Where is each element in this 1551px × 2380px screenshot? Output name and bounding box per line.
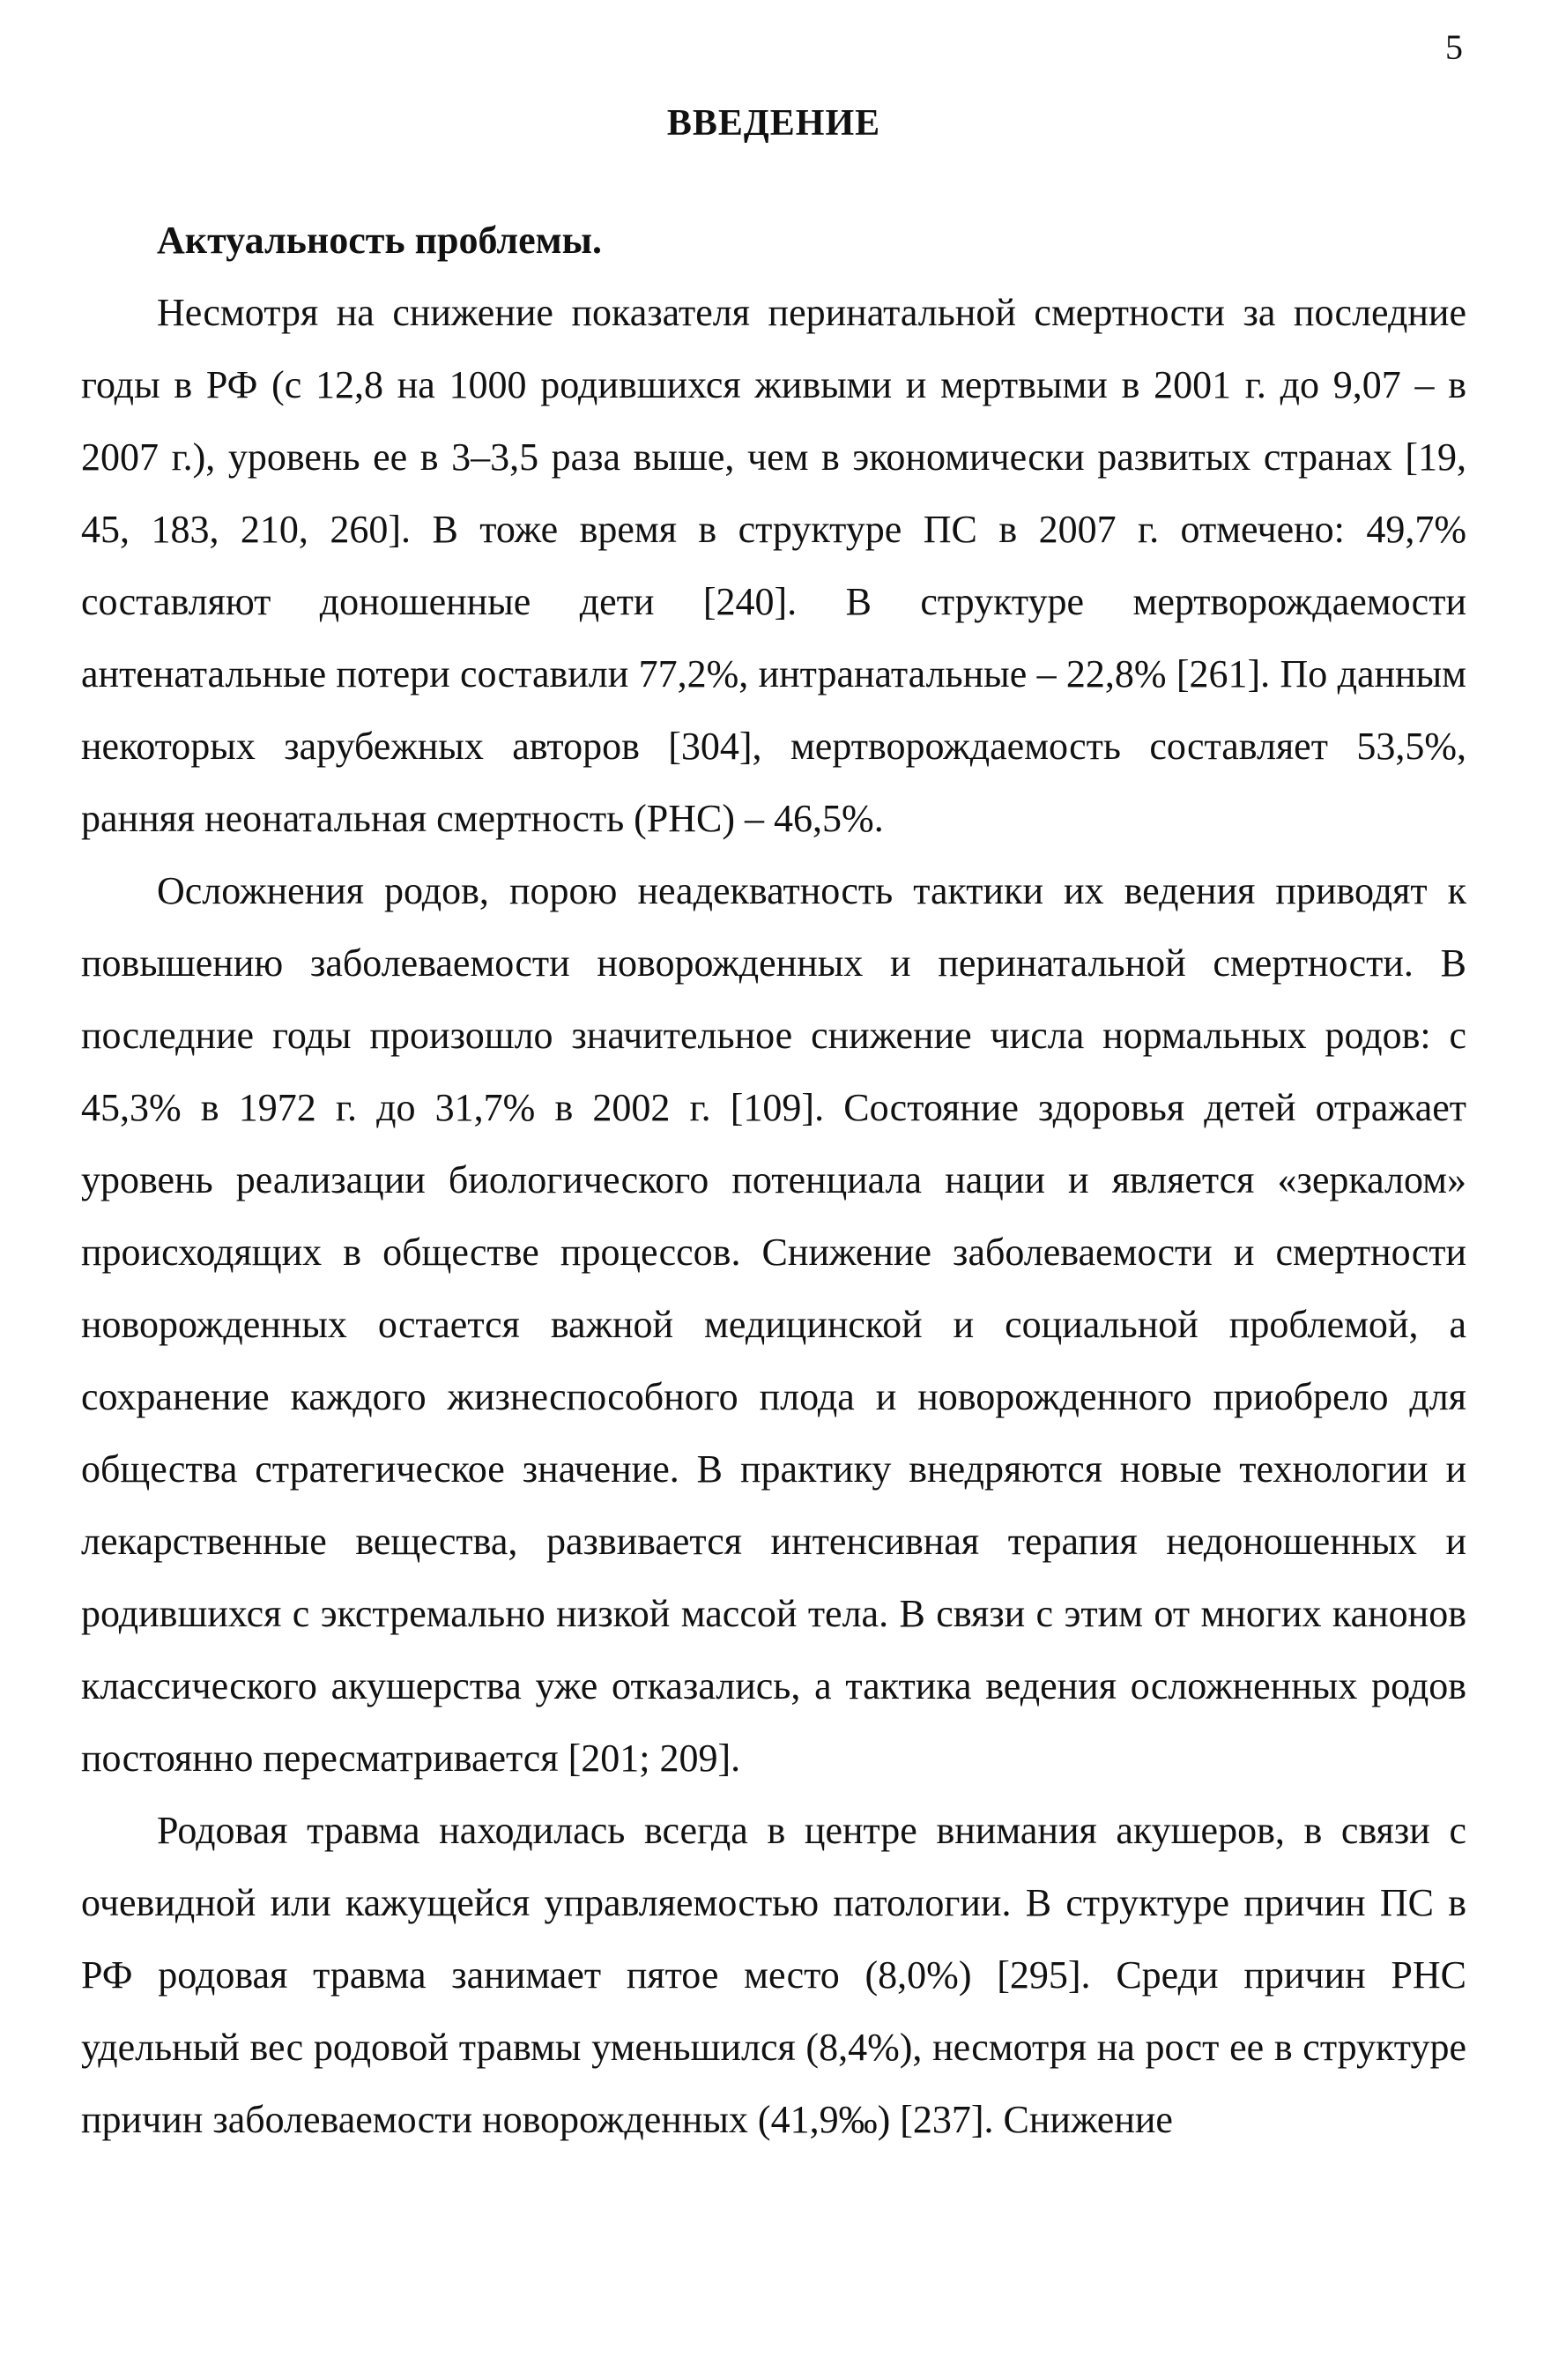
document-body bbox=[81, 95, 1466, 2156]
section-subheading: Актуальность проблемы. bbox=[157, 219, 602, 262]
paragraph: Осложнения родов, порою неадекватность тактики их ведения приводят к повышению заболеваемости новорожденных и перинатальной смертности. В последние годы произошло значительное снижение числа нормальных родов: с 45,3% в 1972 г. до 31,7% в 2002 г. [109]. Состояние здоровья детей отражает уровень реализации биологического потенциала нации и является «зеркалом» происходящих в обществе процессов. Снижение заболеваемости и смертности новорожденных остается важной медицинской и социальной проблемой, а сохранение каждого жизнеспособного плода и новорожденного приобрело для общества стратегическое значение. В практику внедряются новые технологии и лекарственные вещества, развивается интенсивная терапия недоношенных и родившихся с экстремально низкой массой тела. В связи с этим от многих канонов классического акушерства уже отказались, а тактика ведения осложненных родов постоянно пересматривается [201; 209]. bbox=[81, 869, 1466, 1780]
paragraph: Родовая травма находилась всегда в центре внимания акушеров, в связи с очевидной или кажущейся управляемостью патологии. В структуре причин ПС в РФ родовая травма занимает пятое место (8,0%) [295]. Среди причин РНС удельный вес родовой травмы уменьшился (8,4%), несмотря на рост ее в структуре причин заболеваемости новорожденных (41,9‰) [237]. Снижение bbox=[81, 1809, 1466, 2141]
page-number: 5 bbox=[1445, 27, 1463, 67]
paragraph: Несмотря на снижение показателя перинатальной смертности за последние годы в РФ (с 12,8 на 1000 родившихся живыми и мертвыми в 2001 г. до 9,07 – в 2007 г.), уровень ее в 3–3,5 раза выше, чем в экономически развитых странах [19, 45, 183, 210, 260]. В тоже время в структуре ПС в 2007 г. отмечено: 49,7% составляют доношенные дети [240]. В структуре мертворождаемости антенатальные потери составили 77,2%, интранатальные – 22,8% [261]. По данным некоторых зарубежных авторов [304], мертворождаемость составляет 53,5%, ранняя неонатальная смертность (РНС) – 46,5%. bbox=[81, 291, 1466, 840]
page-title: ВВЕДЕНИЕ bbox=[666, 103, 881, 144]
